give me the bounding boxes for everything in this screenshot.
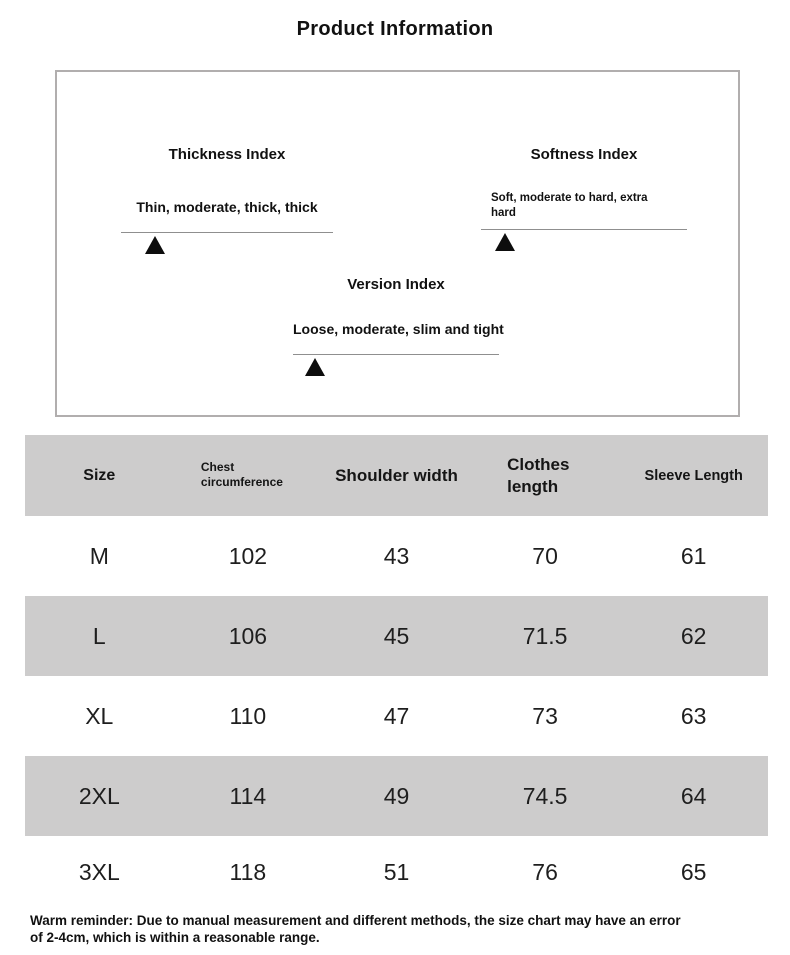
version-index-title: Version Index bbox=[347, 276, 445, 293]
cell-chest: 106 bbox=[228, 622, 268, 649]
thickness-marker-triangle-icon bbox=[145, 236, 165, 254]
cell-length: 73 bbox=[532, 702, 558, 729]
cell-chest: 102 bbox=[228, 542, 268, 569]
cell-sleeve: 62 bbox=[680, 622, 707, 649]
cell-shoulder: 43 bbox=[383, 542, 410, 569]
thickness-index-title: Thickness Index bbox=[168, 146, 286, 163]
softness-scale-labels: Soft, moderate to hard, extra hard bbox=[491, 192, 648, 219]
cell-size: 3XL bbox=[78, 858, 120, 885]
fabric-index-panel bbox=[55, 70, 740, 417]
cell-sleeve: 61 bbox=[680, 542, 707, 569]
cell-size: XL bbox=[85, 702, 114, 729]
softness-marker-triangle-icon bbox=[495, 233, 515, 251]
thickness-scale-line bbox=[121, 232, 333, 233]
cell-chest: 110 bbox=[229, 702, 267, 729]
version-scale-labels: Loose, moderate, slim and tight bbox=[293, 321, 504, 337]
thickness-scale-labels: Thin, moderate, thick, thick bbox=[136, 199, 318, 215]
cell-shoulder: 51 bbox=[383, 858, 410, 885]
table-row-m bbox=[25, 516, 768, 596]
cell-size: L bbox=[92, 622, 106, 649]
header-cell-clothes-length bbox=[471, 454, 620, 498]
cell-sleeve: 63 bbox=[680, 702, 707, 729]
header-cell-size: Size bbox=[83, 466, 116, 484]
softness-index-title: Softness Index bbox=[530, 146, 638, 163]
cell-size: 2XL bbox=[78, 782, 120, 809]
version-scale-line bbox=[293, 354, 499, 355]
cell-length: 71.5 bbox=[522, 622, 568, 649]
version-index-block bbox=[293, 275, 504, 376]
cell-shoulder: 49 bbox=[383, 782, 410, 809]
size-chart-header-row bbox=[25, 435, 768, 516]
cell-sleeve: 65 bbox=[680, 858, 707, 885]
cell-sleeve: 64 bbox=[680, 782, 707, 809]
header-cell-chest-circumference bbox=[174, 460, 323, 491]
cell-length: 70 bbox=[532, 542, 558, 569]
warm-reminder-text: Warm reminder: Due to manual measurement and different methods, the size chart may have an error of 2-4cm, which is within a reasonable range. bbox=[30, 913, 681, 945]
cell-length: 74.5 bbox=[522, 782, 568, 809]
table-row-2xl bbox=[25, 756, 768, 836]
softness-index-block bbox=[481, 145, 687, 251]
table-row-l bbox=[25, 596, 768, 676]
size-chart-table bbox=[25, 435, 768, 908]
table-row-xl bbox=[25, 676, 768, 756]
softness-scale-line bbox=[481, 229, 687, 230]
header-cell-shoulder-width: Shoulder width bbox=[335, 465, 458, 485]
cell-size: M bbox=[89, 542, 109, 569]
cell-length: 76 bbox=[532, 858, 558, 885]
header-cell-sleeve-length: Sleeve Length bbox=[644, 467, 743, 484]
cell-shoulder: 45 bbox=[383, 622, 410, 649]
thickness-index-block bbox=[121, 145, 333, 254]
cell-shoulder: 47 bbox=[383, 702, 410, 729]
cell-chest: 114 bbox=[229, 782, 267, 809]
header-cell-clothes-length-label: Clothes length bbox=[507, 454, 570, 496]
version-marker-triangle-icon bbox=[305, 358, 325, 376]
header-cell-chest-circumference-label: Chest circumference bbox=[200, 460, 283, 489]
page-title: Product Information bbox=[296, 18, 494, 40]
table-row-3xl bbox=[25, 836, 768, 908]
cell-chest: 118 bbox=[229, 858, 267, 885]
